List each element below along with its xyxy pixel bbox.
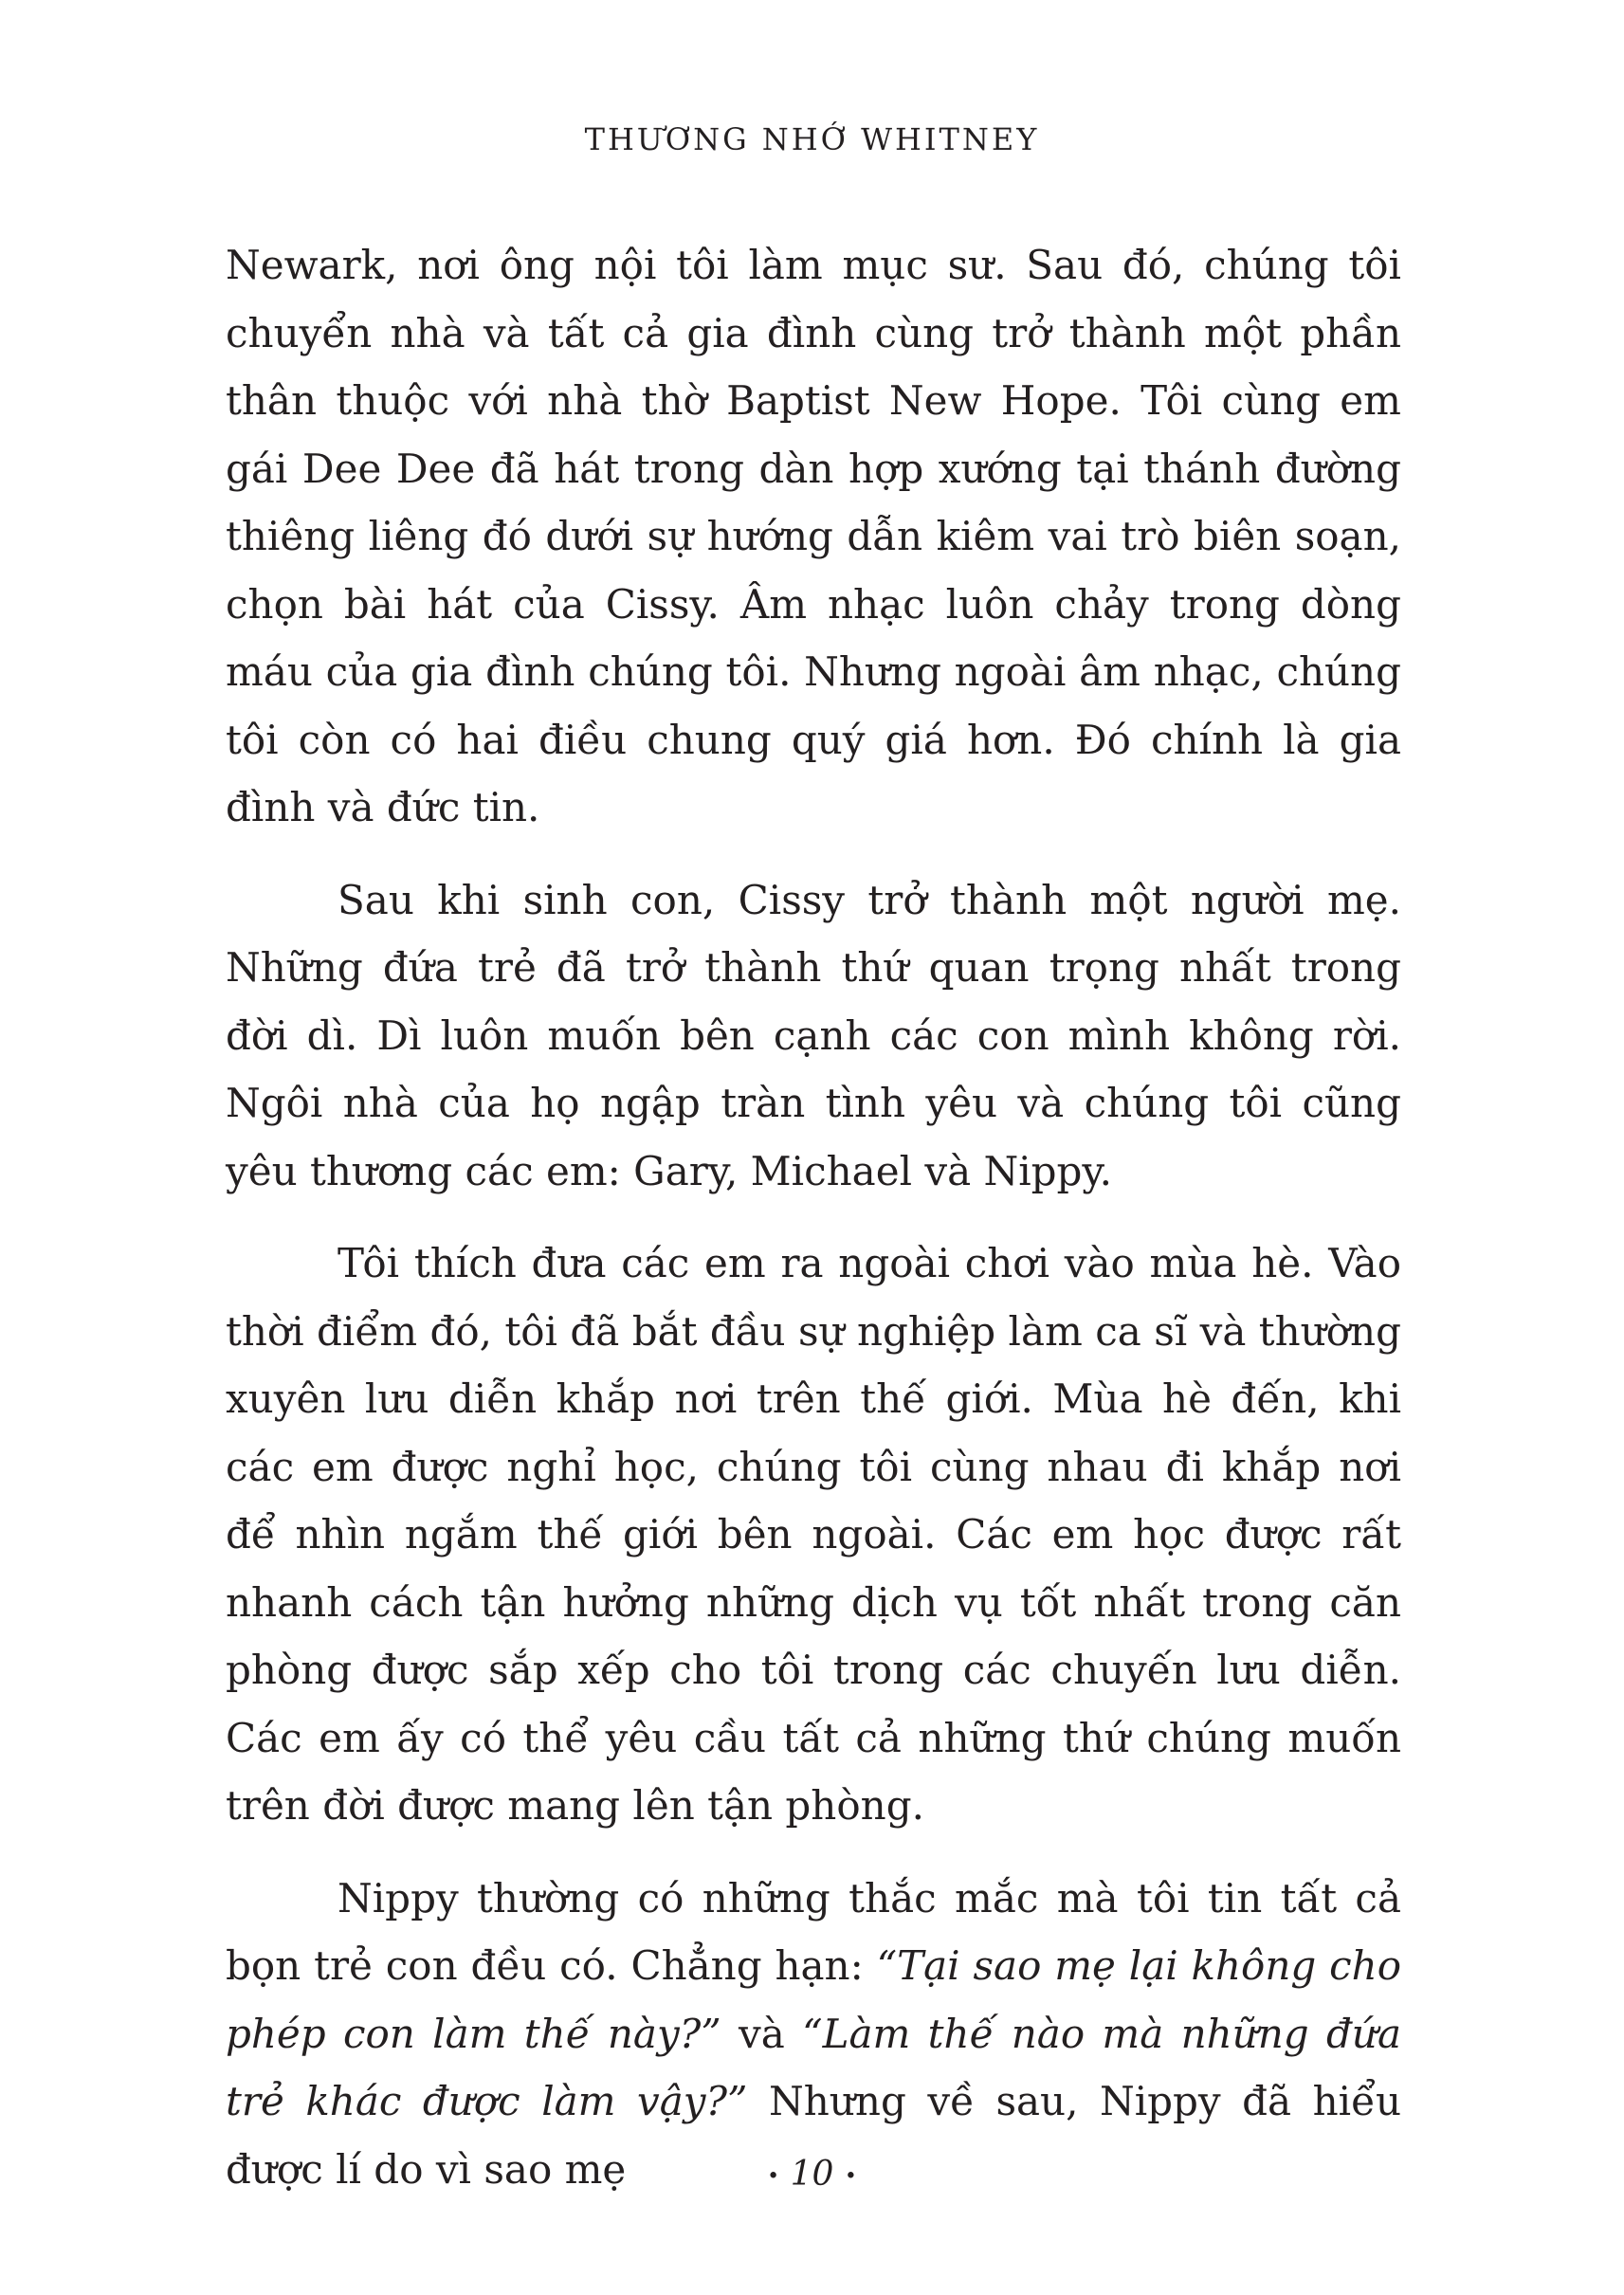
- paragraph-2: Sau khi sinh con, Cissy trở thành một người mẹ. Những đứa trẻ đã trở thành thứ quan trọng nhất trong đời dì. Dì luôn muốn bên cạnh các con mình không rời. Ngôi nhà của họ ngập tràn tình yêu và chúng tôi cũng yêu thương các em: Gary, Michael và Nippy.: [226, 876, 1401, 1194]
- paragraph-4: [226, 1865, 1401, 2204]
- body-text: [226, 231, 1401, 2228]
- paragraph-1: Newark, nơi ông nội tôi làm mục sư. Sau đó, chúng tôi chuyển nhà và tất cả gia đình cùng trở thành một phần thân thuộc với nhà thờ Baptist New Hope. Tôi cùng em gái Dee Dee đã hát trong dàn hợp xướng tại thánh đường thiêng liêng đó dưới sự hướng dẫn kiêm vai trò biên soạn, chọn bài hát của Cissy. Âm nhạc luôn chảy trong dòng máu của gia đình chúng tôi. Nhưng ngoài âm nhạc, chúng tôi còn có hai điều chung quý giá hơn. Đó chính là gia đình và đức tin.: [226, 242, 1401, 830]
- paragraph-4-quote-1: “Tại sao mẹ lại không cho phép con làm thế này?”: [226, 1942, 1401, 2057]
- running-header: THƯƠNG NHỚ WHITNEY: [584, 121, 1040, 157]
- page-number-value: 10: [790, 2155, 834, 2194]
- folio-ornament-left: •: [767, 2164, 780, 2189]
- page-number: [0, 2155, 1624, 2194]
- paragraph-4-text-1: Nippy thường có những thắc mắc mà tôi tin tất cả bọn trẻ con đều có. Chẳng hạn:: [226, 1874, 1401, 1989]
- paragraph-4-text-3: Nhưng về sau, Nippy đã hiểu được lí do vì sao mẹ: [226, 2078, 1401, 2193]
- paragraph-4-quote-2: “Làm thế nào mà những đứa trẻ khác được làm vậy?”: [226, 2010, 1401, 2124]
- folio-ornament-right: •: [844, 2164, 857, 2189]
- paragraph-4-text-2: và: [721, 2010, 803, 2057]
- paragraph-3: Tôi thích đưa các em ra ngoài chơi vào mùa hè. Vào thời điểm đó, tôi đã bắt đầu sự nghiệp làm ca sĩ và thường xuyên lưu diễn khắp nơi trên thế giới. Mùa hè đến, khi các em được nghỉ học, chúng tôi cùng nhau đi khắp nơi để nhìn ngắm thế giới bên ngoài. Các em học được rất nhanh cách tận hưởng những dịch vụ tốt nhất trong căn phòng được sắp xếp cho tôi trong các chuyến lưu diễn. Các em ấy có thể yêu cầu tất cả những thứ chúng muốn trên đời được mang lên tận phòng.: [226, 1240, 1401, 1829]
